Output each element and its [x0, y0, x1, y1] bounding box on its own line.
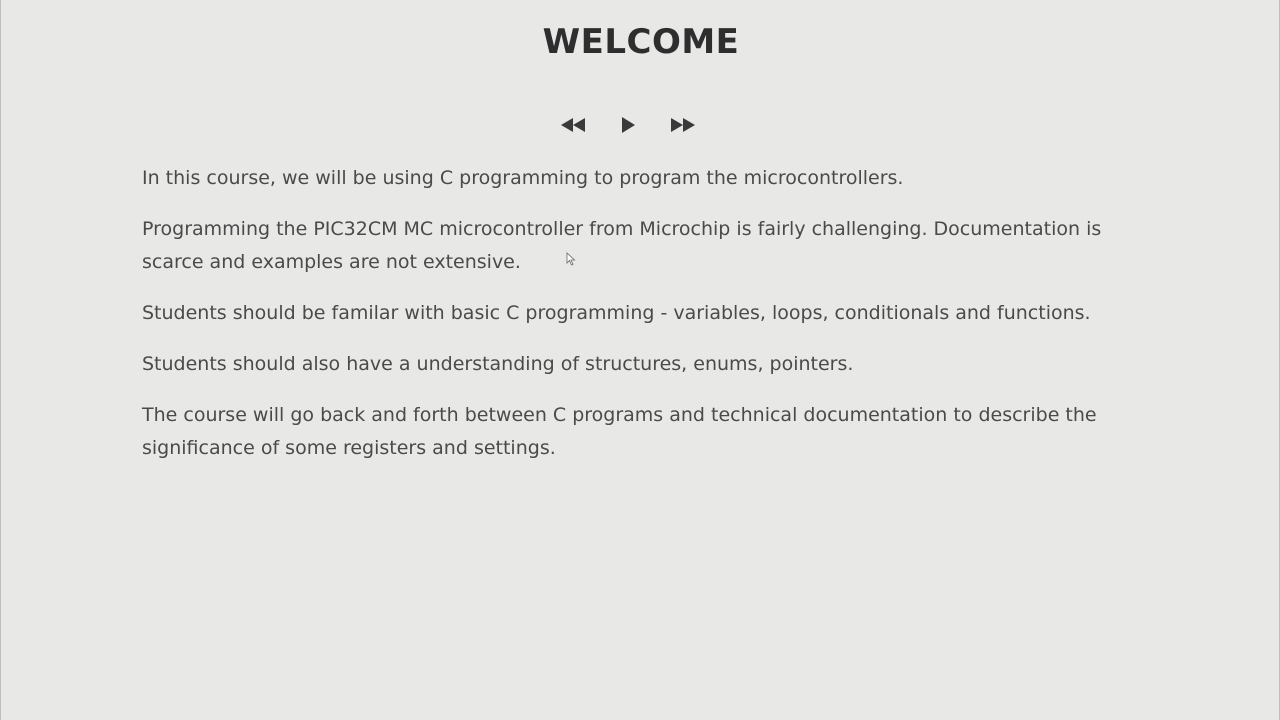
media-controls [553, 112, 703, 138]
paragraph-challenge: Programming the PIC32CM MC microcontroller from Microchip is fairly challenging. Documentation is scarce and examples are not extensive. [142, 218, 1102, 273]
fast-forward-icon [670, 117, 696, 133]
page-title: WELCOME [542, 22, 740, 62]
play-icon [620, 116, 636, 134]
rewind-icon [560, 117, 586, 133]
paragraph-prerequisites: Students should be familar with basic C programming - variables, loops, conditionals and functions. [142, 302, 1091, 324]
slide-content [142, 162, 1122, 483]
paragraph-course-approach: The course will go back and forth between C programs and technical documentation to describe the significance of some registers and settings. [142, 404, 1097, 459]
play-button[interactable] [608, 112, 648, 138]
rewind-button[interactable] [553, 112, 593, 138]
mouse-cursor-icon [566, 252, 576, 266]
paragraph-intro: In this course, we will be using C programming to program the microcontrollers. [142, 167, 904, 189]
fast-forward-button[interactable] [663, 112, 703, 138]
paragraph-structures: Students should also have a understanding of structures, enums, pointers. [142, 353, 854, 375]
